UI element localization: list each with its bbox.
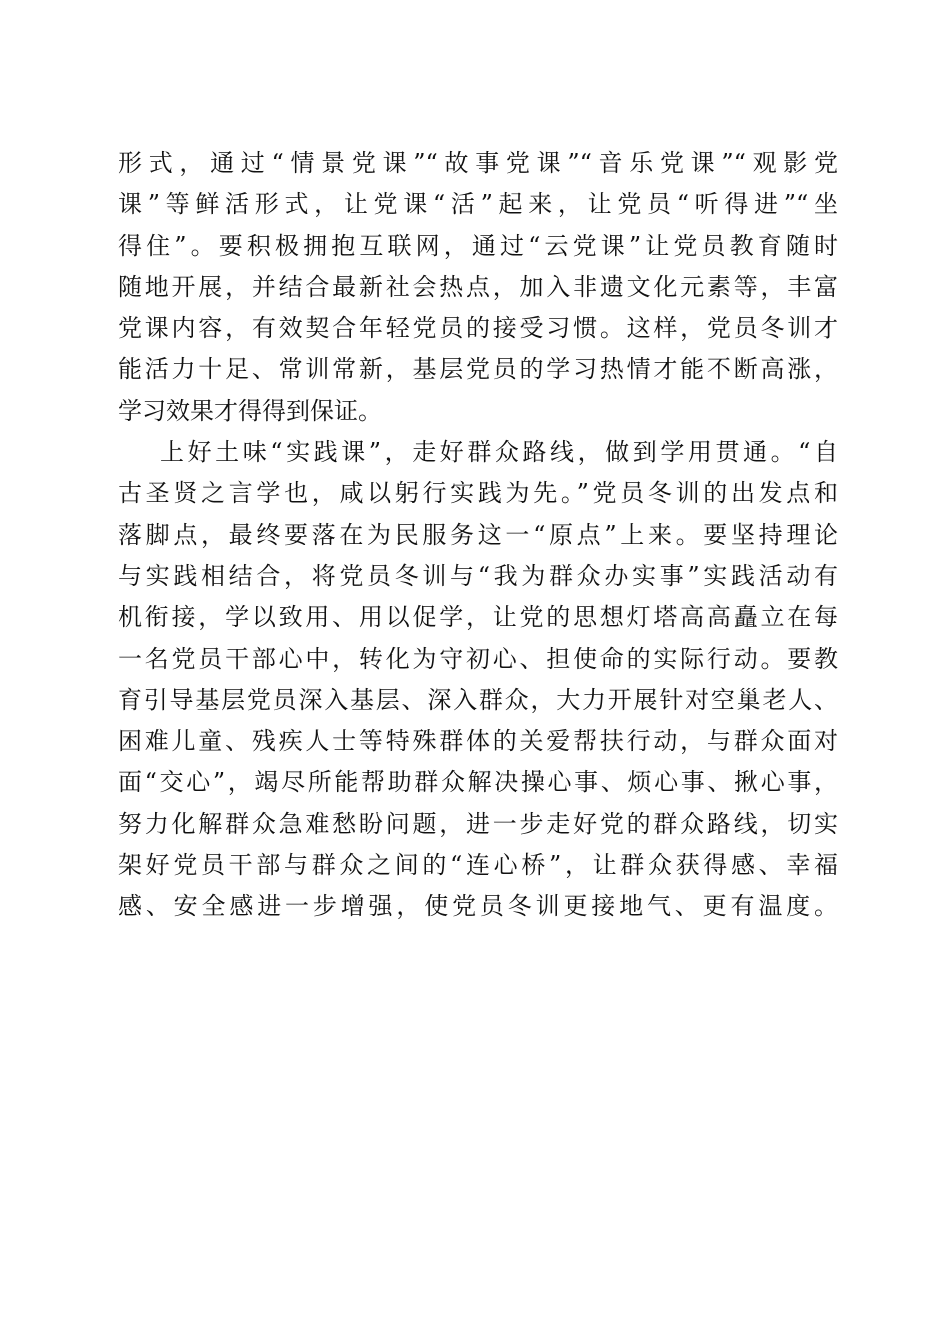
text-line: 形式，通过“情景党课”“故事党课”“音乐党课”“观影党 [118,149,838,177]
text-line: 机衔接，学以致用、用以促学，让党的思想灯塔高高矗立在每 [118,603,838,632]
text-line: 面“交心”，竭尽所能帮助群众解决操心事、烦心事、揪心事， [118,768,838,797]
text-line: 一名党员干部心中，转化为守初心、担使命的实际行动。要教 [118,644,838,673]
text-line: 学习效果才得得到保证。 [118,396,382,425]
text-line: 古圣贤之言学也，咸以躬行实践为先。”党员冬训的出发点和 [118,479,838,508]
text-line: 课”等鲜活形式，让党课“活”起来，让党员“听得进”“坐 [118,190,838,219]
text-line: 育引导基层党员深入基层、深入群众，大力开展针对空巢老人、 [118,685,838,714]
text-line: 与实践相结合，将党员冬训与“我为群众办实事”实践活动有 [118,561,838,590]
text-line: 落脚点，最终要落在为民服务这一“原点”上来。要坚持理论 [118,520,838,549]
text-line: 能活力十足、常训常新，基层党员的学习热情才能不断高涨， [118,355,838,384]
text-line: 架好党员干部与群众之间的“连心桥”，让群众获得感、幸福 [118,851,838,880]
text-line: 上好土味“实践课”，走好群众路线，做到学用贯通。“自 [160,438,838,467]
text-line: 随地开展，并结合最新社会热点，加入非遗文化元素等，丰富 [118,272,838,301]
text-line: 得住”。要积极拥抱互联网，通过“云党课”让党员教育随时 [118,231,838,260]
text-line: 努力化解群众急难愁盼问题，进一步走好党的群众路线，切实 [118,809,838,838]
text-line: 党课内容，有效契合年轻党员的接受习惯。这样，党员冬训才 [118,314,838,343]
text-line [118,928,838,969]
paragraph-2 [118,432,838,969]
text-line: 感、安全感进一步增强，使党员冬训更接地气、更有温度。 [118,892,838,921]
paragraph-1 [118,143,838,432]
text-line: 困难儿童、残疾人士等特殊群体的关爱帮扶行动，与群众面对 [118,727,838,756]
body-text [118,143,838,969]
